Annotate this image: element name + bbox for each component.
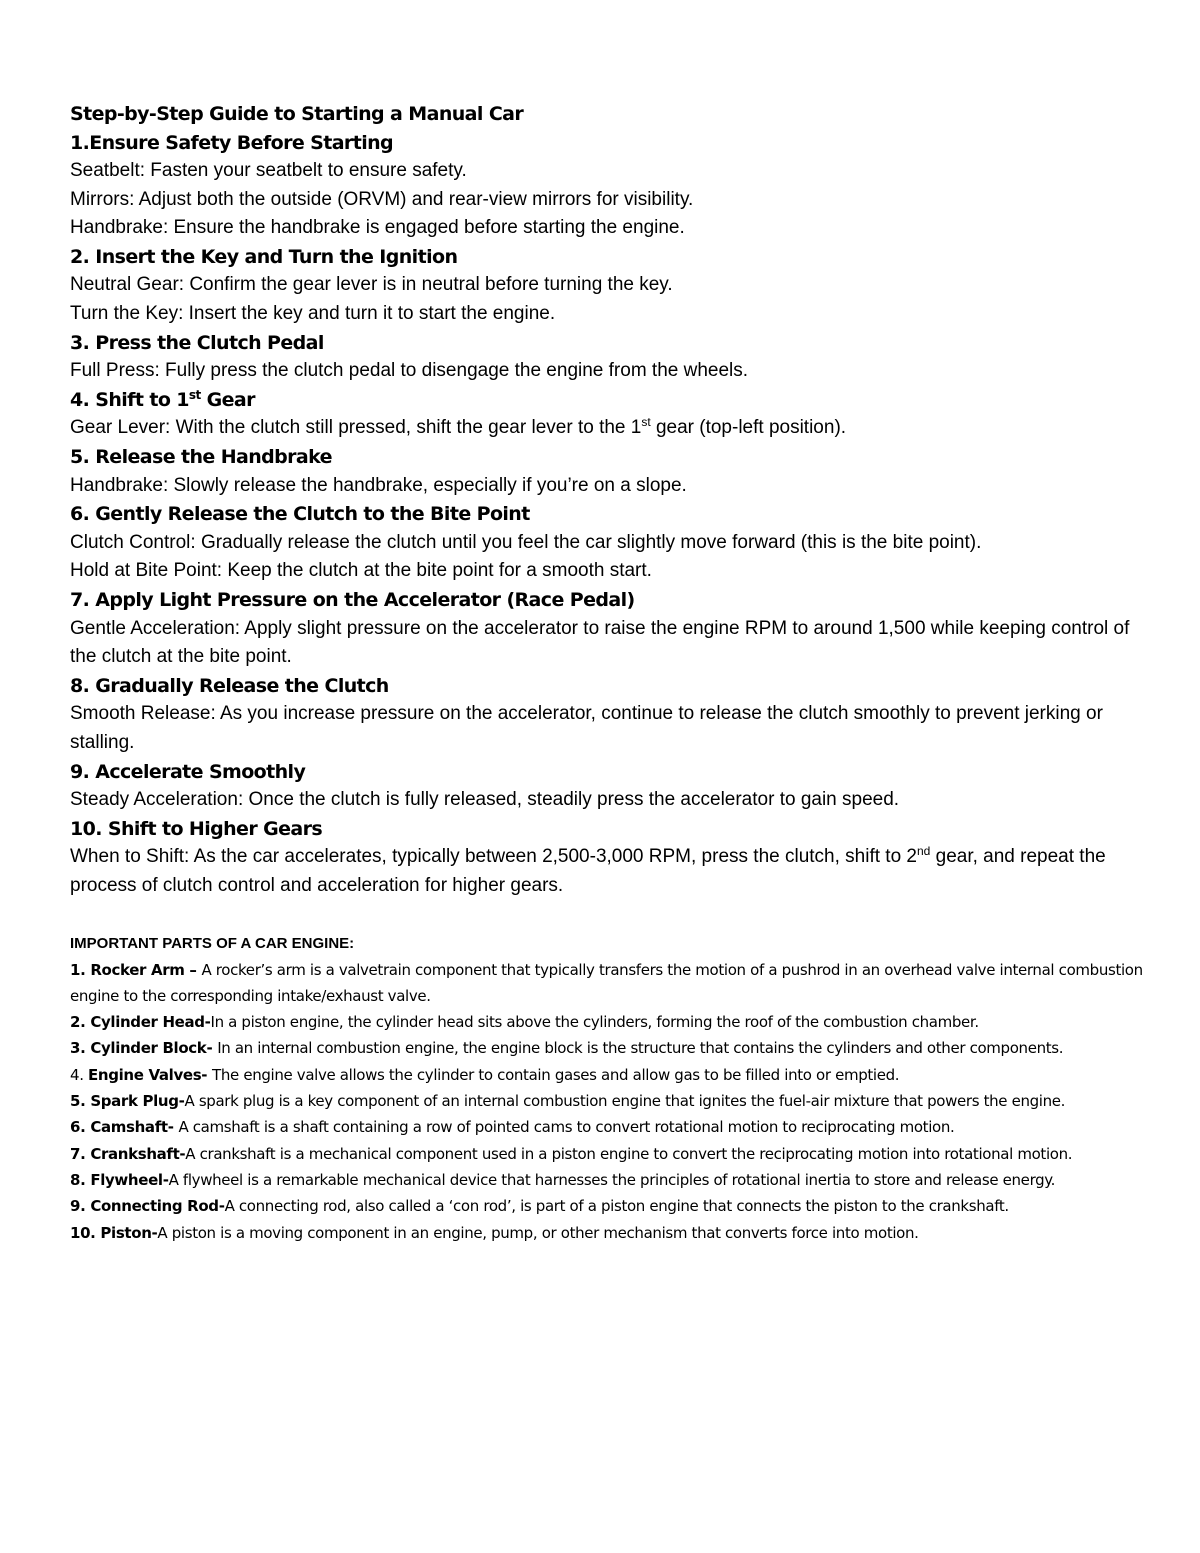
step-line: Seatbelt: Fasten your seatbelt to ensure safety. xyxy=(70,160,467,182)
step-2 xyxy=(70,243,1150,329)
step-line-text: gear (top-left position). xyxy=(650,417,847,439)
part-number: 10. xyxy=(70,1223,101,1242)
step-line: Smooth Release: As you increase pressure on the accelerator, continue to release the clutch smoothly to prevent jerking or stalling. xyxy=(70,703,1103,753)
part-description: In a piston engine, the cylinder head sits above the cylinders, forming the roof of the combustion chamber. xyxy=(210,1013,979,1032)
part-name: Spark Plug- xyxy=(90,1092,185,1111)
part-item xyxy=(70,1141,1150,1167)
parts-title: IMPORTANT PARTS OF A CAR ENGINE: xyxy=(70,934,355,952)
step-heading: 6. Gently Release the Clutch to the Bite Point xyxy=(70,503,530,526)
part-number: 2. xyxy=(70,1013,91,1032)
part-description: In an internal combustion engine, the engine block is the structure that contains the cylinders and other components. xyxy=(217,1039,1064,1058)
part-number: 4. xyxy=(70,1065,89,1084)
part-item xyxy=(70,957,1150,1010)
step-line: Clutch Control: Gradually release the clutch until you feel the car slightly move forward (this is the bite point). xyxy=(70,531,982,553)
document-page xyxy=(70,100,1150,1246)
part-number: 7. xyxy=(70,1144,91,1163)
part-item xyxy=(70,1193,1150,1219)
step-heading: 9. Accelerate Smoothly xyxy=(70,760,306,783)
part-number: 9. xyxy=(70,1197,91,1216)
part-number: 3. xyxy=(70,1039,91,1058)
part-item xyxy=(70,1167,1150,1193)
ordinal-suffix: st xyxy=(188,387,201,402)
step-heading xyxy=(70,386,1150,415)
step-line xyxy=(70,843,1150,900)
step-line-text: gear, and repeat the process of clutch control and acceleration for higher gears. xyxy=(70,846,1106,896)
part-name: Engine Valves- xyxy=(88,1065,213,1084)
step-line: Handbrake: Ensure the handbrake is engaged before starting the engine. xyxy=(70,217,685,239)
engine-parts-section xyxy=(70,931,1150,1246)
step-line-text: When to Shift: As the car accelerates, typically between 2,500-3,000 RPM, press the clutch, shift to 2 xyxy=(70,846,917,868)
step-8 xyxy=(70,672,1150,758)
step-heading: 10. Shift to Higher Gears xyxy=(70,817,323,840)
step-heading: 1.Ensure Safety Before Starting xyxy=(70,131,394,154)
part-item xyxy=(70,1114,1150,1140)
step-line: Handbrake: Slowly release the handbrake, especially if you’re on a slope. xyxy=(70,474,687,496)
part-description: A flywheel is a remarkable mechanical device that harnesses the principles of rotational inertia to store and release energy. xyxy=(168,1170,1056,1189)
ordinal-suffix: st xyxy=(641,415,651,430)
ordinal-suffix: nd xyxy=(916,844,931,859)
step-line: Neutral Gear: Confirm the gear lever is in neutral before turning the key. xyxy=(70,274,673,296)
step-line: Mirrors: Adjust both the outside (ORVM) and rear-view mirrors for visibility. xyxy=(70,188,694,210)
guide-title: Step-by-Step Guide to Starting a Manual Car xyxy=(70,103,524,125)
part-description: A spark plug is a key component of an internal combustion engine that ignites the fuel-air mixture that powers the engine. xyxy=(184,1092,1066,1111)
step-line: Steady Acceleration: Once the clutch is fully released, steadily press the accelerator to gain speed. xyxy=(70,789,900,811)
step-9 xyxy=(70,758,1150,815)
step-line: Hold at Bite Point: Keep the clutch at the bite point for a smooth start. xyxy=(70,560,652,582)
part-description: A rocker’s arm is a valvetrain component that typically transfers the motion of a pushrod in an overhead valve internal combustion engine to the corresponding intake/exhaust valve. xyxy=(70,960,1143,1005)
part-item xyxy=(70,1062,1150,1088)
step-4 xyxy=(70,386,1150,443)
part-name: Connecting Rod- xyxy=(90,1197,225,1216)
step-heading: 8. Gradually Release the Clutch xyxy=(70,674,389,697)
part-name: Cylinder Block- xyxy=(90,1039,218,1058)
part-item xyxy=(70,1088,1150,1114)
manual-car-guide xyxy=(70,100,1150,901)
step-heading-text: 4. Shift to 1 xyxy=(70,388,189,411)
step-line-text: Gear Lever: With the clutch still pressed, shift the gear lever to the 1 xyxy=(70,417,642,439)
part-item xyxy=(70,1035,1150,1061)
part-description: The engine valve allows the cylinder to contain gases and allow gas to be filled into or emptied. xyxy=(212,1065,900,1084)
step-7 xyxy=(70,586,1150,672)
step-heading: 7. Apply Light Pressure on the Accelerator (Race Pedal) xyxy=(70,589,635,611)
part-description: A crankshaft is a mechanical component used in a piston engine to convert the reciprocating motion into rotational motion. xyxy=(185,1144,1073,1163)
part-name: Flywheel- xyxy=(90,1170,169,1189)
part-description: A camshaft is a shaft containing a row of pointed cams to convert rotational motion to reciprocating motion. xyxy=(178,1118,955,1137)
step-line xyxy=(70,414,1150,443)
step-10 xyxy=(70,815,1150,901)
part-number: 1. xyxy=(70,960,91,979)
part-item xyxy=(70,1009,1150,1035)
step-line: Gentle Acceleration: Apply slight pressure on the accelerator to raise the engine RPM to around 1,500 while keeping control of the clutch at the bite point. xyxy=(70,617,1130,668)
part-number: 6. xyxy=(70,1118,91,1137)
step-heading-text: Gear xyxy=(200,388,255,411)
part-description: A piston is a moving component in an engine, pump, or other mechanism that converts force into motion. xyxy=(157,1223,919,1242)
step-5 xyxy=(70,443,1150,500)
part-name: Rocker Arm – xyxy=(90,960,202,979)
step-heading: 3. Press the Clutch Pedal xyxy=(70,331,324,354)
part-item xyxy=(70,1220,1150,1246)
step-line: Turn the Key: Insert the key and turn it to start the engine. xyxy=(70,303,556,325)
step-1 xyxy=(70,129,1150,243)
step-3 xyxy=(70,329,1150,386)
step-heading: 5. Release the Handbrake xyxy=(70,446,332,469)
step-line: Full Press: Fully press the clutch pedal to disengage the engine from the wheels. xyxy=(70,360,749,382)
step-heading: 2. Insert the Key and Turn the Ignition xyxy=(70,245,458,268)
part-name: Cylinder Head- xyxy=(90,1013,211,1032)
step-6 xyxy=(70,500,1150,586)
part-number: 5. xyxy=(70,1092,91,1111)
part-name: Camshaft- xyxy=(90,1118,179,1137)
part-number: 8. xyxy=(70,1170,91,1189)
part-name: Piston- xyxy=(100,1223,158,1242)
part-description: A connecting rod, also called a ‘con rod’, is part of a piston engine that connects the piston to the crankshaft. xyxy=(224,1197,1009,1216)
part-name: Crankshaft- xyxy=(90,1144,186,1163)
